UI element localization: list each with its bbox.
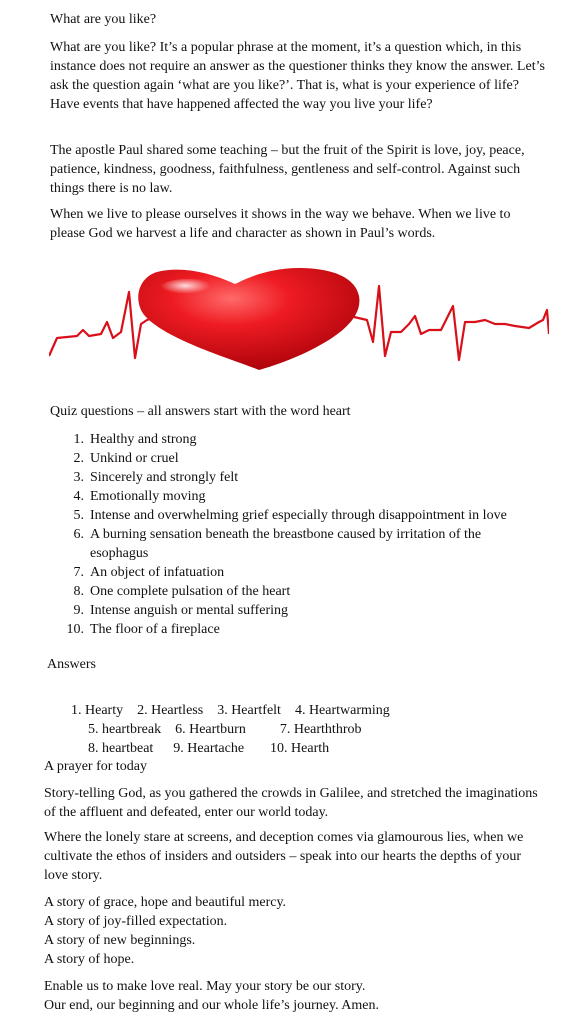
answer-item: 1. Hearty [71, 703, 124, 718]
answer-item: 5. heartbreak [88, 722, 162, 737]
prayer-closing-2: Our end, our beginning and our whole life’s journey. Amen. [44, 998, 380, 1013]
quiz-item-number: 5. [73, 508, 84, 523]
answer-item: 7. Hearththrob [279, 722, 362, 737]
quiz-item-text: One complete pulsation of the heart [90, 584, 291, 599]
quiz-item-text: Intense anguish or mental suffering [90, 603, 289, 618]
quiz-item-text: Healthy and strong [90, 432, 197, 447]
answer-item: 10. Hearth [270, 741, 330, 756]
quiz-item-text: An object of infatuation [90, 565, 225, 580]
prayer-paragraph-2: Where the lonely stare at screens, and deception comes via glamourous lies, when we cultivate the ethos of insiders and outsiders – speak into our hearts the depths of your love story. [44, 830, 524, 883]
quiz-item-text: Intense and overwhelming grief especially through disappointment in love [90, 508, 507, 523]
quiz-item-number: 4. [73, 489, 84, 504]
answer-item: 4. Heartwarming [294, 703, 390, 718]
quiz-list [50, 430, 550, 639]
prayer-heading: A prayer for today [44, 759, 148, 774]
intro-paragraph-3: When we live to please ourselves it shows in the way we behave. When we live to please God we harvest a life and character as shown in Paul’s words. [50, 207, 511, 241]
prayer-closing-1: Enable us to make love real. May your story be our story. [44, 979, 366, 994]
prayer-line-1: A story of grace, hope and beautiful mercy. [44, 895, 287, 910]
quiz-item-number: 8. [73, 584, 84, 599]
quiz-item-text: A burning sensation beneath the breastbone caused by irritation of the esophagus [90, 527, 482, 561]
prayer-line-3: A story of new beginnings. [44, 933, 196, 948]
intro-paragraph-1: What are you like? It’s a popular phrase at the moment, it’s a question which, in this instance does not require an answer as the questioner thinks they know the answer. Let’s ask the question again ‘what are you like?’. That is, what is your experience of life? Have events that have happened affected the way you live your life? [50, 40, 545, 112]
answer-item: 9. Heartache [173, 741, 245, 756]
quiz-item-text: Sincerely and strongly felt [90, 470, 239, 485]
quiz-item [50, 563, 550, 582]
quiz-item-text: Unkind or cruel [90, 451, 179, 466]
prayer-line-4: A story of hope. [44, 952, 135, 967]
answer-item: 6. Heartburn [175, 722, 246, 737]
ecg-line-right [354, 286, 549, 360]
quiz-item [50, 601, 550, 620]
answer-item: 8. heartbeat [88, 741, 154, 756]
answer-item: 2. Heartless [137, 703, 204, 718]
quiz-item [50, 468, 550, 487]
page-title: What are you like? [50, 12, 157, 27]
quiz-item [50, 449, 550, 468]
quiz-item-number: 9. [73, 603, 84, 618]
quiz-item-number: 2. [73, 451, 84, 466]
intro-paragraph-2: The apostle Paul shared some teaching – but the fruit of the Spirit is love, joy, peace, patience, kindness, goodness, faithfulness, gentleness and self-control. Against such things there is no law. [50, 143, 525, 196]
quiz-item-number: 10. [66, 622, 84, 637]
quiz-item [50, 487, 550, 506]
quiz-item-number: 3. [73, 470, 84, 485]
answers-line-3 [81, 720, 329, 758]
quiz-item-text: The floor of a fireplace [90, 622, 220, 637]
quiz-item [50, 525, 550, 563]
quiz-item-text: Emotionally moving [90, 489, 206, 504]
heart-ecg-illustration [49, 262, 549, 372]
quiz-item [50, 582, 550, 601]
prayer-line-2: A story of joy-filled expectation. [44, 914, 228, 929]
quiz-heading: Quiz questions – all answers start with the word heart [50, 404, 351, 419]
prayer-paragraph-1: Story-telling God, as you gathered the crowds in Galilee, and stretched the imaginations of the affluent and defeated, enter our world today. [44, 786, 538, 820]
quiz-item-number: 7. [73, 565, 84, 580]
answers-heading: Answers [47, 657, 96, 672]
quiz-item [50, 430, 550, 449]
quiz-item [50, 506, 550, 525]
quiz-item-number: 1. [73, 432, 84, 447]
answer-item: 3. Heartfelt [217, 703, 281, 718]
quiz-item [50, 620, 550, 639]
quiz-item-number: 6. [73, 527, 84, 542]
